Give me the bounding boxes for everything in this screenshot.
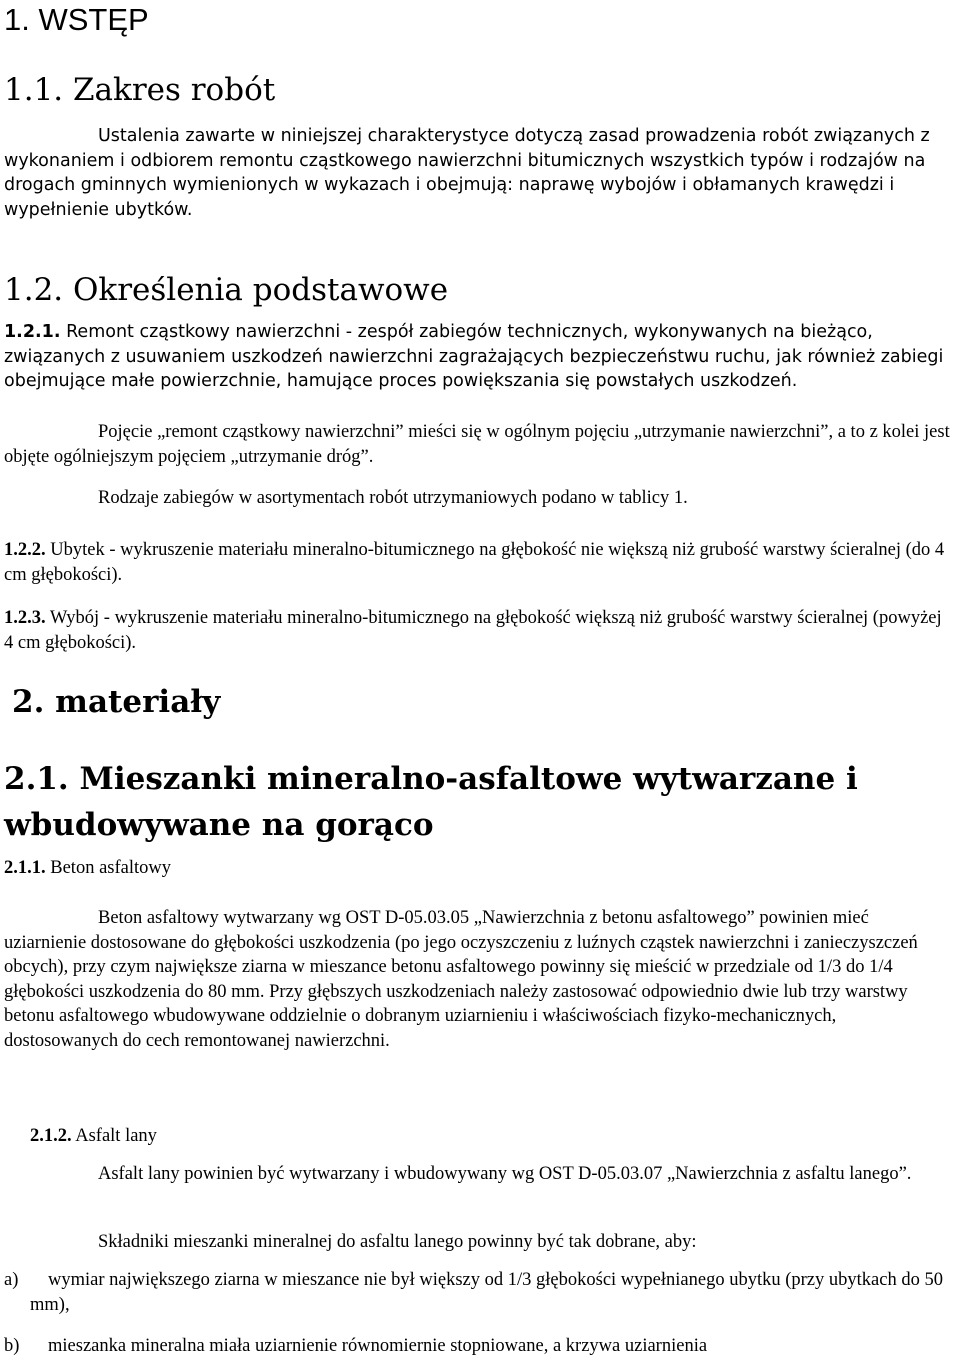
- paragraph-beton-asfaltowy: Beton asfaltowy wytwarzany wg OST D-05.03.05 „Nawierzchnia z betonu asfaltowego” powinien mieć uziarnienie dostosowane do głębokości uszkodzenia (po jego oczyszczeniu z luźnych cząstek nawierzchni i zanieczyszczeń obcych), przy czym największe ziarna w mieszance betonu asfaltowego powinny się mieścić w przedziale od 1/3 do 1/4 głębokości uszkodzenia do 80 mm. Przy głębszych uszkodzeniach należy zastosować odpowiednio dwie lub trzy warstwy betonu asfaltowego wbudowywane oddzielnie o dobranym uziarnieniu i właściwościach fizyko-mechanicznych, dostosowanych do cech remontowanej nawierzchni.: [4, 908, 918, 1051]
- definition-text: Remont cząstkowy nawierzchni - zespół zabiegów technicznych, wykonywanych na bieżąco, związanych z usuwaniem uszkodzeń nawierzchni zagrażających bezpieczeństwu ruchu, jak również zabiegi obejmujące małe powierzchnie, hamujące proces powiększania się powstałych uszkodzeń.: [4, 322, 944, 391]
- definition-remont-czastkowy: [4, 320, 952, 394]
- subsection-title: Asfalt lany: [75, 1126, 157, 1146]
- heading-mieszanki: 2.1. Mieszanki mineralno-asfaltowe wytwarzane i wbudowywane na gorąco: [4, 761, 858, 843]
- paragraph-asfalt-lany: Asfalt lany powinien być wytwarzany i wbudowywany wg OST D-05.03.07 „Nawierzchnia z asfaltu lanego”.: [98, 1164, 912, 1184]
- definition-number: 1.2.1.: [4, 322, 61, 342]
- list-item: [4, 1268, 952, 1318]
- paragraph-rodzaje: Rodzaje zabiegów w asortymentach robót utrzymaniowych podano w tablicy 1.: [98, 488, 688, 508]
- list-text: mieszanka mineralna miała uziarnienie równomiernie stopniowane, a krzywa uziarnienia: [48, 1336, 708, 1356]
- definition-text: Wybój - wykruszenie materiału mineralno-bitumicznego na głębokość większą niż grubość warstwy ścieralnej (powyżej 4 cm głębokości).: [4, 608, 942, 653]
- heading-okreslenia-podstawowe: 1.2. Określenia podstawowe: [4, 272, 449, 308]
- subsection-number: 2.1.1.: [4, 858, 46, 878]
- subsection-title: Beton asfaltowy: [50, 858, 171, 878]
- definition-number: 1.2.2.: [4, 540, 46, 560]
- definition-text: Ubytek - wykruszenie materiału mineralno-bitumicznego na głębokość nie większą niż grubość warstwy ścieralnej (do 4 cm głębokości).: [4, 540, 945, 585]
- heading-zakres-robot: 1.1. Zakres robót: [4, 72, 276, 108]
- section-heading-wstep: 1. WSTĘP: [4, 2, 149, 37]
- subheading-beton-asfaltowy: [4, 856, 952, 881]
- list-marker: a): [4, 1270, 19, 1290]
- list-text: wymiar największego ziarna w mieszance nie był większy od 1/3 głębokości wypełnianego ubytku (przy ubytkach do 50 mm),: [30, 1270, 943, 1315]
- definition-wyboj: [4, 606, 952, 655]
- list-marker: b): [4, 1336, 20, 1356]
- subsection-number: 2.1.2.: [30, 1126, 72, 1146]
- subheading-asfalt-lany: [30, 1124, 950, 1149]
- definition-ubytek: [4, 538, 952, 587]
- paragraph-skladniki: Składniki mieszanki mineralnej do asfaltu lanego powinny być tak dobrane, aby:: [98, 1232, 697, 1252]
- heading-materialy: 2. materiały: [12, 684, 221, 720]
- paragraph-zakres: Ustalenia zawarte w niniejszej charakterystyce dotyczą zasad prowadzenia robót związanych z wykonaniem i odbiorem remontu cząstkowego nawierzchni bitumicznych wszystkich typów i rodzajów na drogach gminnych wymienionych w wykazach i obejmują: naprawę wybojów i obłamanych krawędzi i wypełnienie ubytków.: [4, 126, 930, 220]
- definition-number: 1.2.3.: [4, 608, 46, 628]
- list-item: [4, 1334, 952, 1359]
- paragraph-pojecie: Pojęcie „remont cząstkowy nawierzchni” mieści się w ogólnym pojęciu „utrzymanie nawierzchni”, a to z kolei jest objęte ogólniejszym pojęciem „utrzymanie dróg”.: [4, 422, 950, 467]
